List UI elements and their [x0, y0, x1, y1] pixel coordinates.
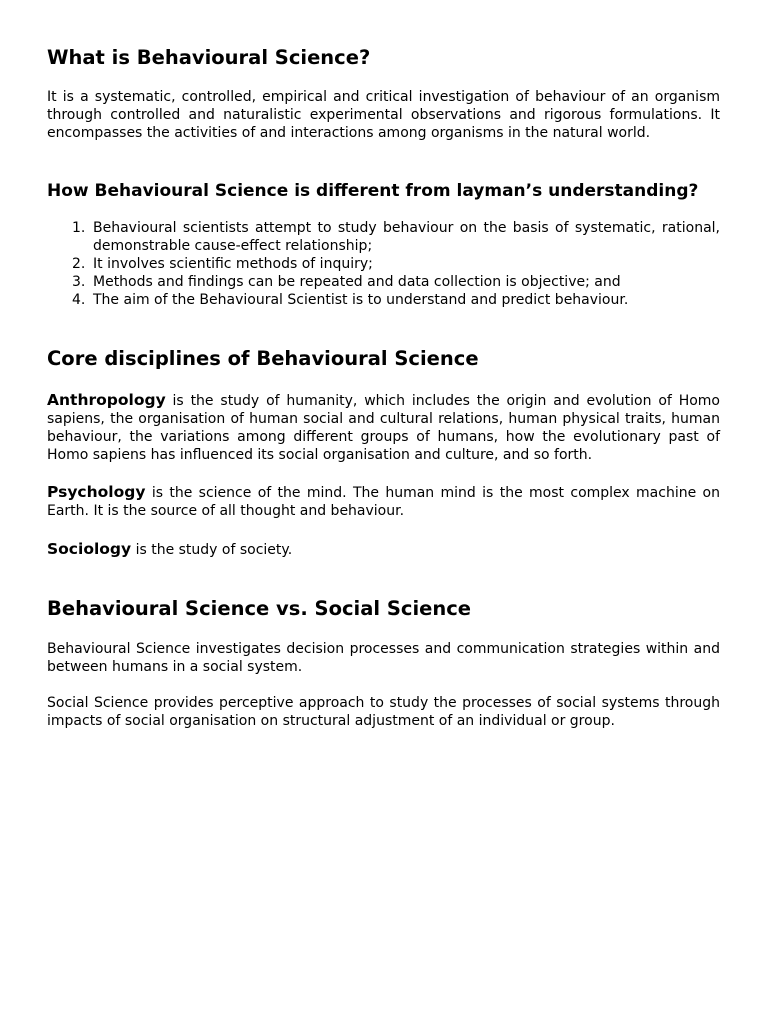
discipline-sociology — [47, 541, 720, 559]
discipline-psychology — [47, 484, 720, 520]
comparison-paragraph-behavioural: Behavioural Science investigates decision processes and communication strategies within and between humans in a social system. — [47, 641, 720, 675]
list-item-text: The aim of the Behavioural Scientist is to understand and predict behaviour. — [93, 292, 629, 308]
list-item-text: It involves scientific methods of inquiry; — [93, 256, 373, 272]
list-item — [72, 291, 720, 309]
list-item-text: Methods and findings can be repeated and data collection is objective; and — [93, 274, 621, 290]
heading-core-disciplines: Core disciplines of Behavioural Science — [47, 347, 479, 370]
list-item-number: 3. — [72, 274, 86, 290]
list-item — [72, 219, 720, 255]
list-item-number: 2. — [72, 256, 86, 272]
definition-paragraph: It is a systematic, controlled, empirical and critical investigation of behaviour of an organism through controlled and naturalistic experimental observations and rigorous formulations. It encompasses the activities of and interactions among organisms in the natural world. — [47, 89, 720, 141]
list-item — [72, 255, 720, 273]
list-item — [72, 273, 720, 291]
list-item-number: 4. — [72, 292, 86, 308]
discipline-term: Anthropology — [47, 391, 166, 409]
discipline-term: Psychology — [47, 483, 146, 501]
discipline-anthropology — [47, 392, 720, 464]
discipline-term: Sociology — [47, 540, 132, 558]
list-item-number: 1. — [72, 220, 86, 236]
differences-list — [47, 219, 720, 309]
comparison-paragraph-social: Social Science provides perceptive approach to study the processes of social systems through impacts of social organisation on structural adjustment of an individual or group. — [47, 695, 720, 729]
heading-what-is-behavioural-science: What is Behavioural Science? — [47, 46, 371, 69]
discipline-description: is the study of humanity, which includes the origin and evolution of Homo sapiens, the organisation of human social and cultural relations, human physical traits, human behaviour, the variations among different groups of humans, how the evolutionary past of Homo sapiens has influenced its social organisation and culture, and so forth. — [47, 393, 720, 463]
heading-difference-from-layman: How Behavioural Science is different from layman’s understanding? — [47, 181, 699, 201]
discipline-description: is the science of the mind. The human mind is the most complex machine on Earth. It is the source of all thought and behaviour. — [47, 485, 720, 519]
heading-behavioural-vs-social-science: Behavioural Science vs. Social Science — [47, 597, 472, 620]
discipline-description: is the study of society. — [135, 542, 293, 558]
list-item-text: Behavioural scientists attempt to study behaviour on the basis of systematic, rational, demonstrable cause-effect relationship; — [93, 220, 720, 254]
